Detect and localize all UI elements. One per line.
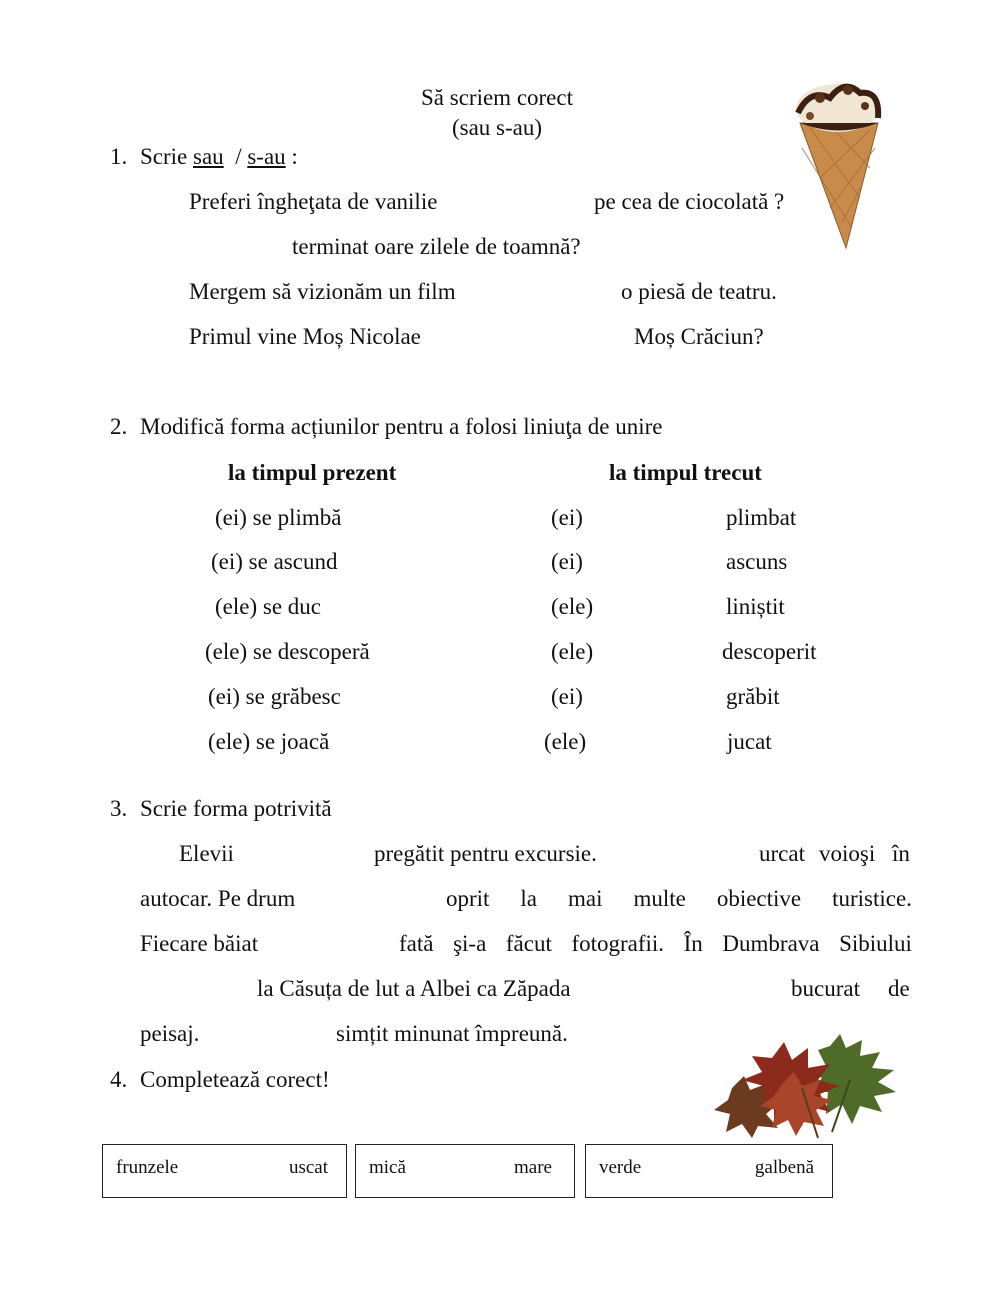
ex3-l3-sibiului: Sibiului (839, 931, 912, 956)
ex2-row4-present: (ele) se descoperă (205, 639, 370, 664)
ex2-row1-past: plimbat (726, 505, 797, 530)
ex2-number: 2. (110, 414, 128, 439)
ex1-line1-b: pe cea de ciocolată ? (594, 189, 785, 214)
ex3-l3-fiecare: Fiecare băiat (140, 931, 259, 956)
ex1-line1-a: Preferi îngheţata de vanilie (189, 189, 438, 214)
ex3-l2-obiective: obiective (716, 886, 802, 911)
word-box-1-left: frunzele (116, 1157, 179, 1178)
page-title: Să scriem corect (421, 85, 573, 110)
ex1-line3-a: Mergem să vizionăm un film (189, 279, 456, 304)
ex3-l4-casuta: la Căsuța de lut a Albei ca Zăpada (257, 976, 571, 1001)
ex3-number: 3. (110, 796, 128, 821)
ex3-l1-in: în (892, 841, 910, 866)
word-box-2 (355, 1144, 575, 1198)
ex2-row6-past: jucat (727, 729, 772, 754)
ex3-l2-rest (446, 887, 912, 910)
ex3-l3-si-a: şi-a (453, 931, 487, 956)
ex3-l5-peisaj: peisaj. (140, 1021, 200, 1046)
ex2-row6-pronoun: (ele) (544, 729, 587, 754)
ex1-line2: terminat oare zilele de toamnă? (292, 234, 581, 259)
ex2-row3-past: liniștit (726, 594, 785, 619)
autumn-leaves-image (712, 1028, 924, 1140)
ex3-l3-dumbrava: Dumbrava (722, 931, 820, 956)
ex3-l4-bucurat: bucurat (791, 976, 860, 1001)
ex3-l2-oprit: oprit (446, 886, 490, 911)
ex3-l5-simtit: simțit minunat împreună. (336, 1021, 568, 1046)
ex3-l2-multe: multe (633, 886, 686, 911)
ex3-l1-pregatit: pregătit pentru excursie. (374, 841, 597, 866)
ex3-l1-voiosi: voioşi (819, 841, 876, 866)
ex1-instruction (140, 145, 298, 168)
ex3-l3-in: În (683, 931, 703, 956)
ex1-separator: / (235, 144, 242, 169)
word-box-2-left: mică (369, 1157, 406, 1178)
ex2-row6-present: (ele) se joacă (208, 729, 330, 754)
ex2-instruction: Modifică forma acțiunilor pentru a folosi liniuţa de unire (140, 414, 663, 439)
ex2-row5-present: (ei) se grăbesc (208, 684, 341, 709)
ex3-l2-turistice: turistice. (832, 886, 912, 911)
ex2-row1-present: (ei) se plimbă (215, 505, 342, 530)
ex2-row4-pronoun: (ele) (551, 639, 594, 664)
ex1-option-sau: sau (193, 144, 224, 169)
ex2-row3-pronoun: (ele) (551, 594, 594, 619)
ex2-row5-past: grăbit (726, 684, 780, 709)
ex3-l3-fotografii: fotografii. (571, 931, 665, 956)
word-box-3-right: galbenă (754, 1157, 814, 1178)
ex2-column-present: la timpul prezent (228, 460, 397, 485)
ex3-instruction: Scrie forma potrivită (140, 796, 332, 821)
ice-cream-image (790, 68, 885, 253)
ex2-row5-pronoun: (ei) (551, 684, 583, 709)
ex3-l3-fata: fată (399, 931, 434, 956)
ex1-number: 1. (110, 144, 128, 169)
ex3-l2-autocar: autocar. Pe drum (140, 886, 296, 911)
word-box-2-right: mare (514, 1157, 552, 1178)
ex3-l3-rest (399, 932, 912, 955)
ex3-l4-de: de (888, 976, 910, 1001)
ex2-row2-pronoun: (ei) (551, 549, 583, 574)
word-box-3 (585, 1144, 833, 1198)
ex2-row2-present: (ei) se ascund (211, 549, 338, 574)
ex2-row4-past: descoperit (722, 639, 817, 664)
ex1-line4-b: Moș Crăciun? (634, 324, 764, 349)
ex3-l1-urcat: urcat (759, 841, 805, 866)
ex1-option-s-au: s-au (247, 144, 286, 169)
page-subtitle: (sau s-au) (451, 115, 543, 140)
ex3-l3-facut: făcut (505, 931, 552, 956)
ex4-number: 4. (110, 1067, 128, 1092)
word-box-1-right: uscat (288, 1157, 328, 1178)
ex1-suffix: : (291, 144, 298, 169)
ex3-l1-elevii: Elevii (179, 841, 234, 866)
ex2-column-past: la timpul trecut (609, 460, 762, 485)
ex3-l2-la: la (520, 886, 538, 911)
ex2-row2-past: ascuns (726, 549, 788, 574)
ex2-row3-present: (ele) se duc (215, 594, 321, 619)
ex1-prefix: Scrie (140, 144, 188, 169)
ex1-line4-a: Primul vine Moș Nicolae (189, 324, 421, 349)
ex2-row1-pronoun: (ei) (551, 505, 583, 530)
word-box-1 (102, 1144, 347, 1198)
ex4-instruction: Completează corect! (140, 1067, 330, 1092)
ex3-l2-mai: mai (568, 886, 603, 911)
word-box-3-left: verde (599, 1157, 642, 1178)
ex1-line3-b: o piesă de teatru. (621, 279, 777, 304)
